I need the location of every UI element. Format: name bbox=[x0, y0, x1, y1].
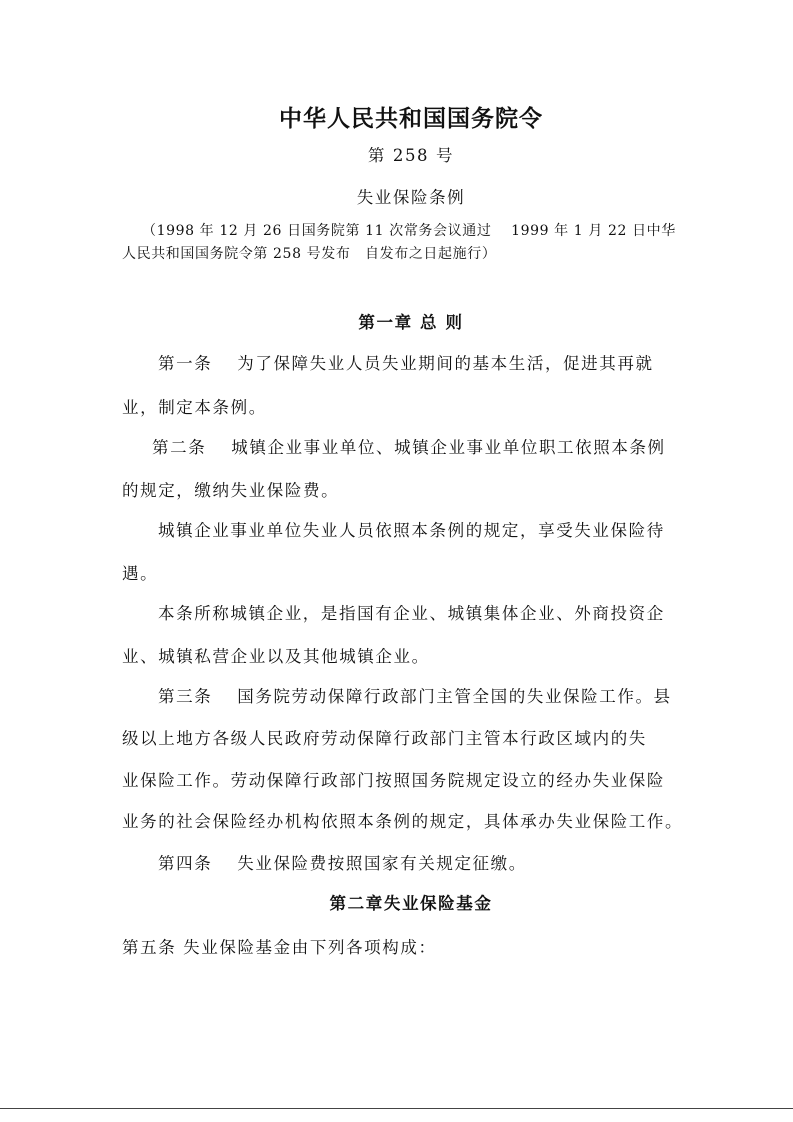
article-1-line-2: 业，制定本条例。 bbox=[122, 398, 267, 417]
article-2-para-2-line-2: 遇。 bbox=[122, 564, 159, 583]
chapter-1-heading: 第一章 总 则 bbox=[358, 313, 464, 332]
adoption-note-line-1: （1998 年 12 月 26 日国务院第 11 次常务会议通过 1999 年 1 月 22 日中华 bbox=[142, 223, 676, 239]
article-2-para-3-line-1: 本条所称城镇企业，是指国有企业、城镇集体企业、外商投资企 bbox=[158, 604, 665, 623]
article-1-line-1: 第一条 为了保障失业人员失业期间的基本生活，促进其再就 bbox=[158, 354, 654, 373]
document-name: 失业保险条例 bbox=[356, 188, 466, 207]
decree-number: 第 258 号 bbox=[367, 146, 455, 165]
adoption-note-line-2: 人民共和国国务院令第 258 号发布 自发布之日起施行） bbox=[122, 246, 497, 262]
chapter-2-heading: 第二章失业保险基金 bbox=[329, 894, 493, 913]
article-2-para-3-line-2: 业、城镇私营企业以及其他城镇企业。 bbox=[122, 647, 430, 666]
article-5-line-1: 第五条 失业保险基金由下列各项构成： bbox=[122, 938, 437, 957]
article-3-line-1: 第三条 国务院劳动保障行政部门主管全国的失业保险工作。县 bbox=[158, 687, 672, 706]
decree-title: 中华人民共和国国务院令 bbox=[279, 105, 543, 132]
article-3-line-2: 级以上地方各级人民政府劳动保障行政部门主管本行政区域内的失 bbox=[122, 729, 647, 748]
article-3-line-3: 业保险工作。劳动保障行政部门按照国务院规定设立的经办失业保险 bbox=[122, 771, 665, 790]
article-3-line-4: 业务的社会保险经办机构依照本条例的规定，具体承办失业保险工作。 bbox=[122, 812, 684, 831]
page-bottom-rule bbox=[0, 1108, 793, 1109]
article-4-line-1: 第四条 失业保险费按照国家有关规定征缴。 bbox=[158, 854, 527, 873]
article-2-line-1: 第二条 城镇企业事业单位、城镇企业事业单位职工依照本条例 bbox=[152, 438, 666, 457]
article-2-para-2-line-1: 城镇企业事业单位失业人员依照本条例的规定，享受失业保险待 bbox=[158, 521, 665, 540]
article-2-line-2: 的规定，缴纳失业保险费。 bbox=[122, 481, 340, 500]
